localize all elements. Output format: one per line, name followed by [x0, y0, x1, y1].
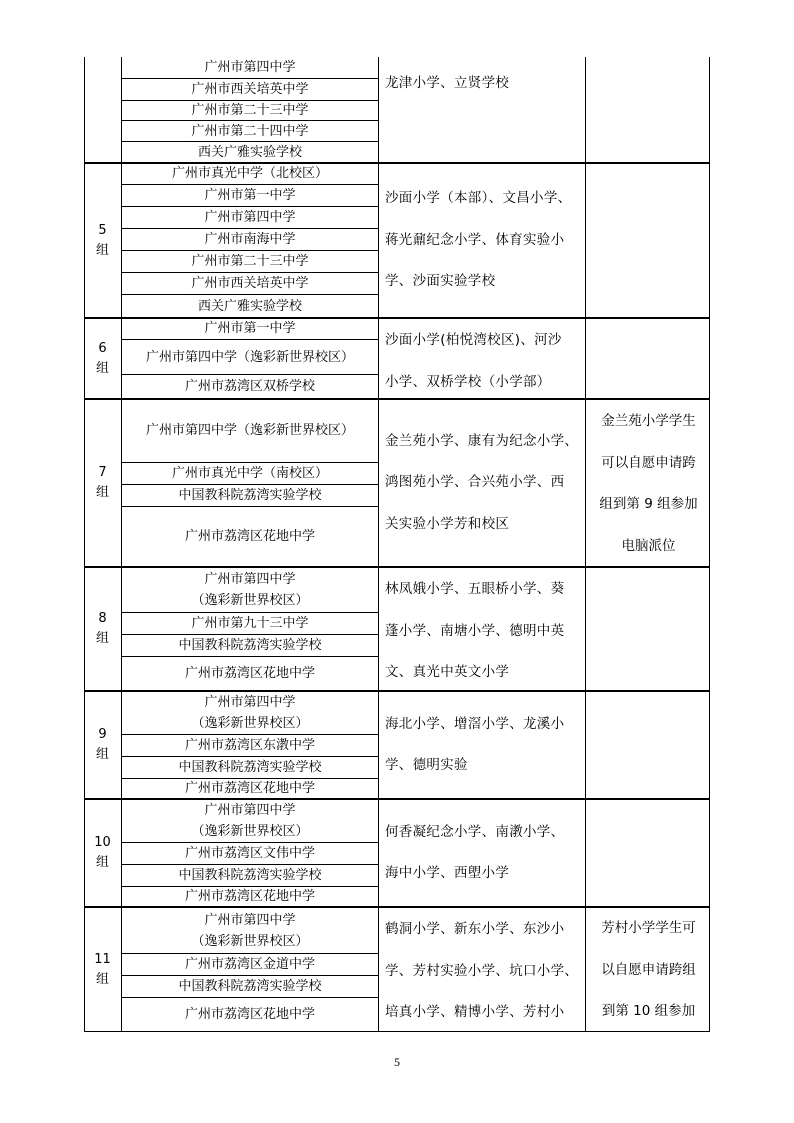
middle-school-name: 广州市第二十三中学: [191, 103, 309, 118]
middle-school-cell: [122, 251, 378, 273]
middle-school-name: 广州市第二十三中学: [191, 254, 309, 269]
column-border: [709, 57, 710, 163]
middle-school-name: 广州市荔湾区文伟中学: [184, 846, 315, 861]
primary-schools-line: 学、沙面实验学校: [385, 273, 496, 290]
primary-schools-line: 鹤洞小学、新东小学、东沙小: [385, 921, 565, 937]
group-label: [84, 691, 121, 799]
column-border: [585, 318, 586, 399]
middle-school-name: 广州市真光中学（南校区）: [171, 466, 328, 481]
middle-school-name: （逸彩新世界校区）: [191, 593, 309, 608]
group-block: [84, 57, 710, 163]
primary-schools-line: 学、德明实验: [385, 757, 468, 773]
group-block: [84, 318, 710, 399]
remark-line: 电脑派位: [621, 537, 676, 554]
middle-school-name: 广州市荔湾区东漖中学: [184, 738, 315, 753]
column-border: [585, 907, 586, 1032]
middle-school-cell: [122, 757, 378, 779]
middle-school-cell: [122, 998, 378, 1032]
middle-school-cell: [122, 887, 378, 907]
middle-school-name: 广州市荔湾区金道中学: [184, 957, 315, 972]
group-suffix: 组: [95, 631, 109, 646]
middle-school-cell: [122, 295, 378, 318]
middle-school-name: 广州市第九十三中学: [191, 616, 309, 631]
primary-schools-line: 沙面小学(柏悦湾校区)、河沙: [385, 332, 562, 348]
middle-school-cell: [122, 318, 378, 340]
group-block: [84, 567, 710, 691]
middle-school-name: 中国教科院荔湾实验学校: [178, 638, 322, 653]
middle-school-name: 广州市荔湾区花地中学: [184, 781, 315, 796]
column-border: [378, 318, 379, 399]
column-border: [709, 399, 710, 567]
remark-cell: [590, 401, 707, 567]
remark-line: 可以自愿申请跨: [601, 454, 696, 471]
middle-school-name: 广州市西关培英中学: [191, 276, 309, 291]
column-border: [585, 399, 586, 567]
middle-school-cell: [122, 954, 378, 976]
primary-schools-line: 小学、双桥学校（小学部）: [385, 373, 551, 390]
group-suffix: 组: [95, 485, 109, 500]
group-block: [84, 399, 710, 567]
middle-school-cell: [122, 691, 378, 735]
primary-schools-line: 学、芳村实验小学、坑口小学、: [385, 962, 579, 979]
remark-line: 到第 10 组参加: [601, 1003, 696, 1019]
middle-school-name: （逸彩新世界校区）: [191, 716, 309, 731]
primary-schools-cell: [385, 812, 585, 895]
middle-school-name: 广州市荔湾区花地中学: [184, 889, 315, 904]
primary-schools-line: 蓬小学、南塘小学、德明中英: [385, 622, 565, 639]
column-border: [378, 567, 379, 691]
middle-school-name: 广州市第四中学（逸彩新世界校区）: [145, 349, 354, 365]
column-border: [585, 57, 586, 163]
group-number: 8: [98, 611, 107, 626]
middle-school-cell: [122, 485, 378, 507]
middle-school-name: （逸彩新世界校区）: [191, 824, 309, 839]
middle-school-name: 广州市第四中学: [204, 912, 296, 928]
school-allocation-table: [84, 57, 710, 1032]
group-suffix: 组: [95, 971, 109, 987]
remark-cell: [590, 908, 707, 1033]
column-border: [709, 907, 710, 1032]
middle-school-cell: [122, 207, 378, 229]
group-suffix: 组: [95, 360, 109, 376]
middle-school-name: 中国教科院荔湾实验学校: [178, 868, 322, 883]
group-suffix: 组: [95, 855, 109, 870]
middle-school-name: 广州市荔湾区花地中学: [184, 1007, 315, 1022]
primary-schools-cell: [385, 421, 585, 546]
primary-schools-line: 林凤娥小学、五眼桥小学、葵: [385, 581, 565, 597]
column-border: [378, 163, 379, 318]
column-border: [585, 163, 586, 318]
middle-school-cell: [122, 976, 378, 998]
column-border: [378, 399, 379, 567]
middle-school-cell: [122, 735, 378, 757]
middle-school-cell: [122, 142, 378, 163]
middle-school-cell: [122, 507, 378, 567]
remark-line: 金兰苑小学学生: [601, 413, 696, 429]
middle-school-name: 广州市荔湾区花地中学: [184, 529, 315, 544]
group-number: 7: [98, 465, 107, 480]
middle-school-name: 广州市第四中学: [204, 210, 296, 225]
primary-schools-cell: [385, 569, 585, 694]
middle-school-name: 西关广雅实验学校: [197, 298, 302, 314]
group-number: 11: [94, 951, 111, 967]
primary-schools-line: 海北小学、增滘小学、龙溪小: [385, 715, 565, 732]
middle-school-name: 广州市第四中学（逸彩新世界校区）: [145, 423, 354, 438]
middle-school-name: 广州市真光中学（北校区）: [171, 166, 328, 181]
middle-school-cell: [122, 163, 378, 185]
middle-school-cell: [122, 635, 378, 657]
middle-school-cell: [122, 613, 378, 635]
middle-school-name: （逸彩新世界校区）: [191, 933, 309, 949]
remark-line: 组到第 9 组参加: [599, 496, 698, 512]
group-label: [84, 399, 121, 567]
primary-schools-line: 鸿图苑小学、合兴苑小学、西: [385, 474, 565, 491]
middle-school-name: 广州市第一中学: [204, 321, 296, 336]
middle-school-cell: [122, 799, 378, 843]
group-number: 10: [94, 835, 111, 850]
middle-school-name: 广州市荔湾区花地中学: [184, 666, 315, 681]
primary-schools-line: 沙面小学（本部）、文昌小学、: [385, 190, 572, 207]
middle-school-name: 西关广雅实验学校: [197, 144, 302, 160]
middle-school-cell: [122, 567, 378, 613]
middle-school-name: 广州市第四中学: [204, 572, 296, 587]
primary-schools-line: 金兰苑小学、康有为纪念小学、: [385, 432, 579, 449]
middle-school-cell: [122, 101, 378, 121]
group-label: [84, 318, 121, 399]
group-suffix: 组: [95, 747, 109, 762]
column-border: [709, 318, 710, 399]
column-border: [709, 691, 710, 799]
middle-school-cell: [122, 121, 378, 142]
column-border: [709, 163, 710, 318]
middle-school-cell: [122, 865, 378, 887]
page-number: 5: [394, 1055, 400, 1069]
group-block: [84, 163, 710, 318]
middle-school-name: 广州市西关培英中学: [191, 82, 309, 97]
primary-schools-cell: [385, 704, 585, 787]
middle-school-cell: [122, 185, 378, 207]
middle-school-cell: [122, 273, 378, 295]
group-block: [84, 907, 710, 1032]
column-border: [378, 907, 379, 1032]
middle-school-name: 广州市荔湾区双桥学校: [184, 379, 315, 394]
middle-school-name: 中国教科院荔湾实验学校: [178, 760, 322, 775]
primary-schools-line: 何香凝纪念小学、南漖小学、: [385, 823, 565, 840]
group-number: 5: [98, 222, 107, 238]
middle-school-cell: [122, 843, 378, 865]
middle-school-cell: [122, 340, 378, 375]
middle-school-cell: [122, 779, 378, 799]
middle-school-cell: [122, 57, 378, 79]
group-block: [84, 799, 710, 907]
middle-school-cell: [122, 229, 378, 251]
column-border: [709, 799, 710, 907]
group-label: [84, 57, 121, 163]
middle-school-name: 广州市第四中学: [204, 695, 296, 710]
group-block: [84, 691, 710, 799]
primary-schools-line: 蒋光鼐纪念小学、体育实验小: [385, 231, 565, 248]
middle-school-cell: [122, 399, 378, 463]
primary-schools-cell: [385, 63, 585, 105]
middle-school-cell: [122, 375, 378, 399]
middle-school-cell: [122, 79, 378, 101]
primary-schools-line: 培真小学、精博小学、芳村小: [385, 1004, 565, 1020]
primary-schools-line: 龙津小学、立贤学校: [385, 75, 510, 91]
group-label: [84, 907, 121, 1032]
group-number: 6: [98, 340, 107, 356]
remark-line: 以自愿申请跨组: [601, 961, 696, 978]
primary-schools-line: 海中小学、西塱小学: [385, 865, 510, 881]
primary-schools-line: 文、真光中英文小学: [385, 664, 510, 680]
primary-schools-cell: [385, 178, 585, 303]
remark-line: 芳村小学学生可: [601, 920, 696, 936]
middle-school-name: 广州市第二十四中学: [191, 123, 309, 139]
group-label: [84, 163, 121, 318]
group-suffix: 组: [95, 242, 109, 258]
primary-schools-cell: [385, 909, 585, 1034]
primary-schools-line: 关实验小学芳和校区: [385, 515, 510, 532]
middle-school-name: 中国教科院荔湾实验学校: [178, 488, 322, 503]
primary-schools-cell: [385, 320, 585, 403]
middle-school-cell: [122, 463, 378, 485]
column-border: [709, 567, 710, 691]
middle-school-name: 广州市南海中学: [204, 232, 296, 247]
column-border: [585, 567, 586, 691]
middle-school-cell: [122, 657, 378, 691]
middle-school-name: 中国教科院荔湾实验学校: [178, 979, 322, 994]
middle-school-cell: [122, 907, 378, 954]
column-border: [378, 691, 379, 799]
column-border: [585, 799, 586, 907]
group-number: 9: [98, 727, 107, 742]
middle-school-name: 广州市第四中学: [204, 803, 296, 818]
column-border: [378, 57, 379, 163]
group-label: [84, 799, 121, 907]
column-border: [585, 691, 586, 799]
group-label: [84, 567, 121, 691]
column-border: [378, 799, 379, 907]
middle-school-name: 广州市第一中学: [204, 188, 296, 203]
middle-school-name: 广州市第四中学: [204, 60, 296, 75]
